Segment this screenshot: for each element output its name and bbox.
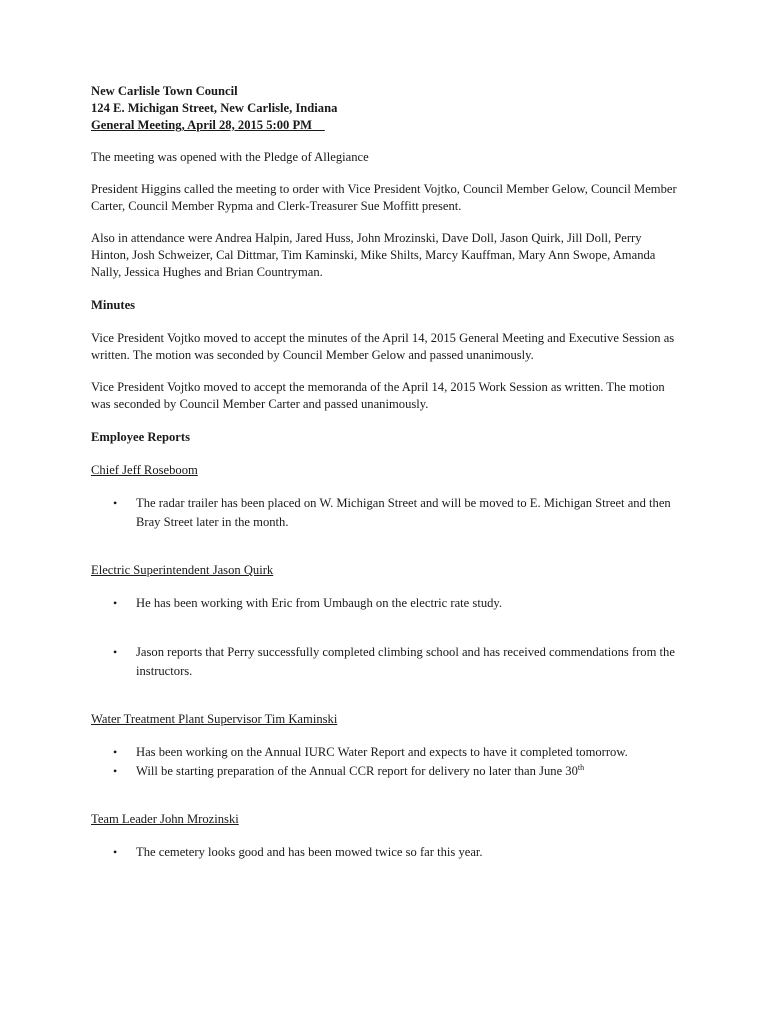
report-name-quirk: Electric Superintendent Jason Quirk — [91, 563, 274, 577]
attendance-paragraph: Also in attendance were Andrea Halpin, Jared Huss, John Mrozinski, Dave Doll, Jason Quirk, Jill Doll, Perry Hinton, Josh Schweizer, Cal Dittmar, Tim Kaminski, Mike Shilts, Marcy Kauffman, Mary Ann Swope, Amanda Nally, Jessica Hughes and Brian Countryman. — [91, 231, 656, 279]
list-item: • The radar trailer has been placed on W. Michigan Street and will be moved to E. Michigan Street and then Bray Street later in the month. — [113, 496, 671, 529]
list-item: • The cemetery looks good and has been mowed twice so far this year. — [91, 843, 680, 862]
bullet-icon: • — [113, 845, 118, 859]
call-to-order-paragraph: President Higgins called the meeting to order with Vice President Vojtko, Council Member Gelow, Council Member Carter, Council Member Rypma and Clerk-Treasurer Sue Moffitt present. — [91, 182, 677, 213]
minutes-heading: Minutes — [91, 298, 136, 312]
list-item: • Has been working on the Annual IURC Water Report and expects to have it completed tomorrow. — [91, 743, 680, 762]
opening-paragraph: The meeting was opened with the Pledge of Allegiance — [91, 150, 369, 164]
minutes-motion-2: Vice President Vojtko moved to accept the memoranda of the April 14, 2015 Work Session as written. The motion was seconded by Council Member Carter and passed unanimously. — [91, 380, 665, 411]
list-item: • Jason reports that Perry successfully completed climbing school and has received commendations from the instructors. — [113, 645, 675, 678]
report-name-kaminski: Water Treatment Plant Supervisor Tim Kaminski — [91, 712, 338, 726]
report-list-quirk — [91, 594, 680, 681]
report-name-roseboom: Chief Jeff Roseboom — [91, 463, 198, 477]
report-name-mrozinski: Team Leader John Mrozinski — [91, 812, 239, 826]
bullet-icon: • — [113, 596, 118, 610]
meeting-heading: General Meeting, April 28, 2015 5:00 PM__ — [91, 118, 325, 132]
ordinal-suffix: th — [577, 762, 585, 772]
bullet-icon: • — [113, 645, 118, 659]
report-list-mrozinski — [91, 843, 680, 862]
list-item: • He has been working with Eric from Umbaugh on the electric rate study. — [91, 594, 680, 613]
council-address: 124 E. Michigan Street, New Carlisle, Indiana — [91, 101, 338, 115]
list-item: • Will be starting preparation of the Annual CCR report for delivery no later than June 30th — [91, 762, 680, 781]
council-name: New Carlisle Town Council — [91, 84, 238, 98]
bullet-icon: • — [113, 764, 118, 778]
employee-reports-heading: Employee Reports — [91, 430, 190, 444]
minutes-motion-1: Vice President Vojtko moved to accept the minutes of the April 14, 2015 General Meeting and Executive Session as written. The motion was seconded by Council Member Gelow and passed unanimously. — [91, 331, 675, 362]
report-list-kaminski — [91, 743, 680, 781]
bullet-icon: • — [113, 745, 118, 759]
report-list-roseboom — [91, 494, 680, 532]
bullet-icon: • — [113, 496, 118, 510]
